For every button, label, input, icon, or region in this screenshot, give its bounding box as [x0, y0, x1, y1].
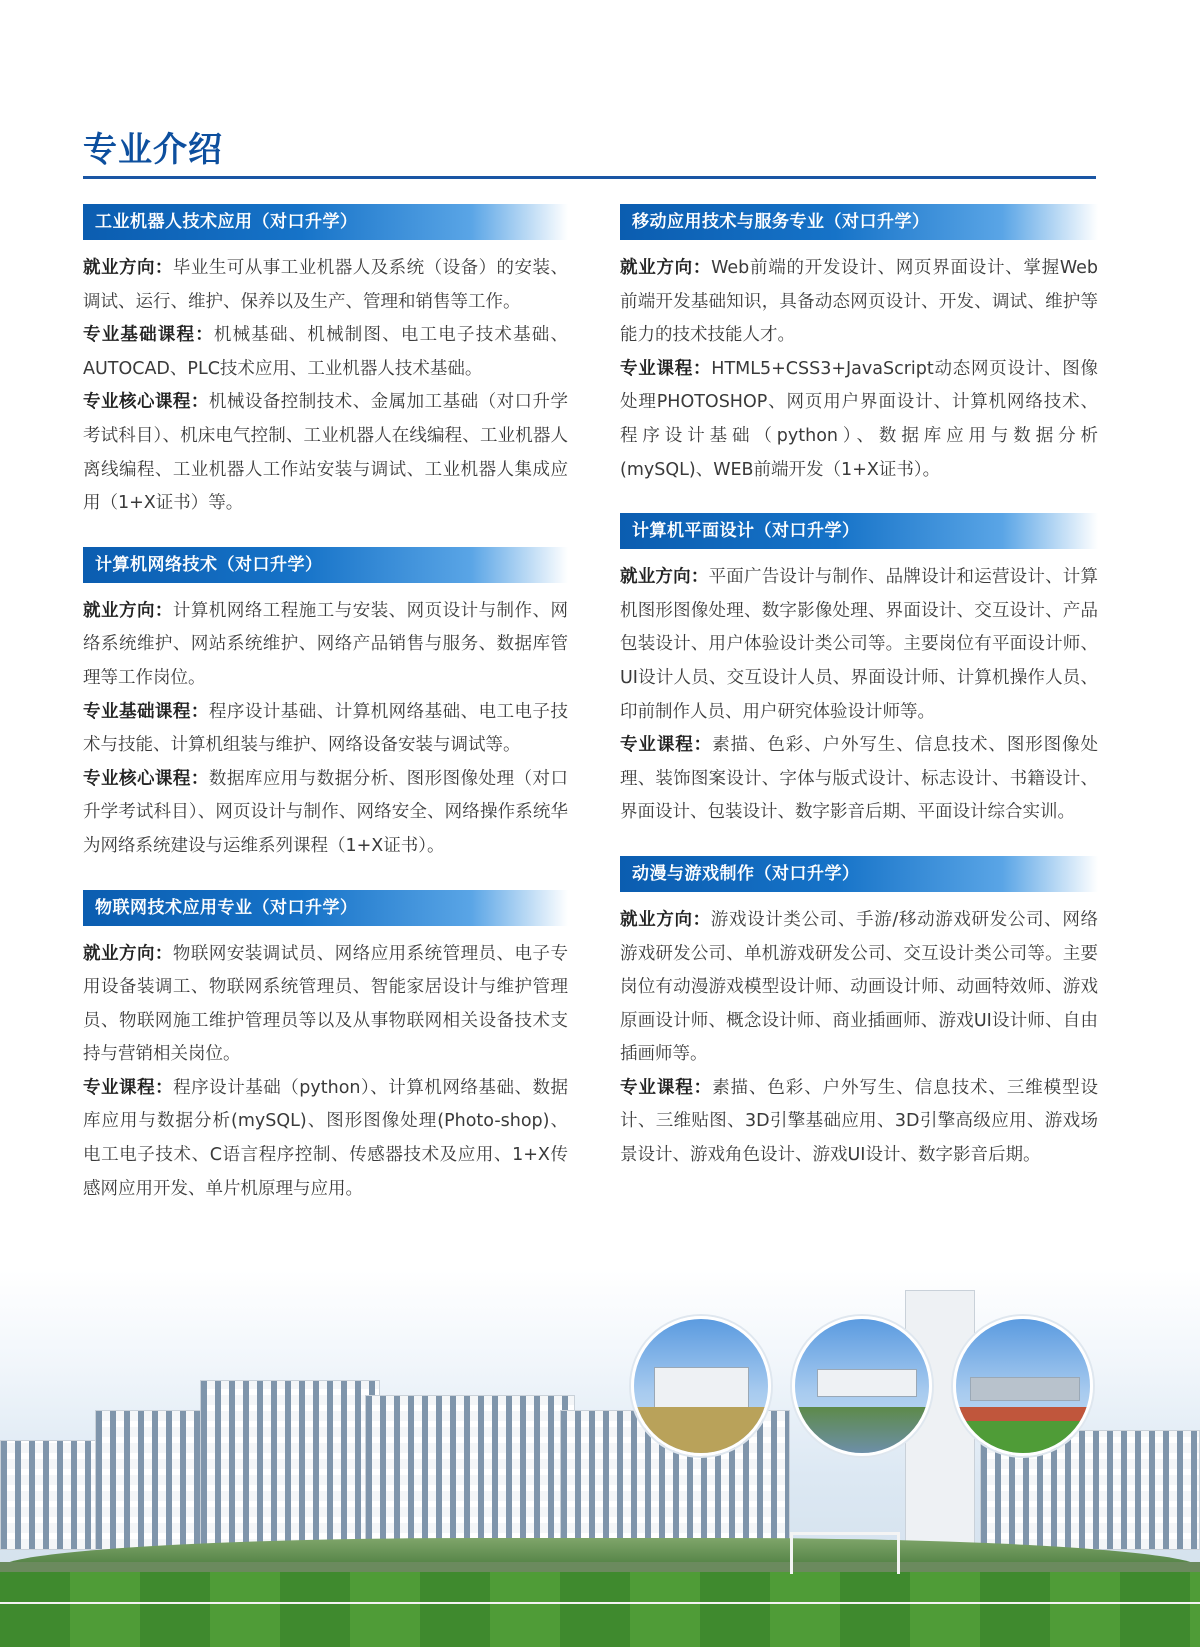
paragraph-text: 程序设计基础（python）、计算机网络基础、数据库应用与数据分析(mySQL)、图形图像处理(Photo-shop)、电工电子技术、C语言程序控制、传感器技术及应用、1+X传感网应用开发、单片机原理与应用。: [83, 1077, 569, 1199]
paragraph-label: 就业方向：: [83, 600, 173, 621]
paragraph-label: 就业方向：: [83, 258, 173, 278]
paragraph-text: 素描、色彩、户外写生、信息技术、图形图像处理、装饰图案设计、字体与版式设计、标志设计、书籍设计、界面设计、包装设计、数字影音后期、平面设计综合实训。: [620, 735, 1099, 823]
campus-photo: [0, 1270, 1200, 1647]
campus-photo-lake: [792, 1316, 932, 1456]
paragraph: [620, 729, 1098, 830]
paragraph-text: 平面广告设计与制作、品牌设计和运营设计、计算机图形图像处理、数字影像处理、界面设计、交互设计、产品包装设计、用户体验设计类公司等。主要岗位有平面设计师、UI设计人员、交互设计人员、界面设计师、计算机操作人员、印前制作人员、用户研究体验设计师等。: [620, 567, 1099, 722]
paragraph-text: 数据库应用与数据分析、图形图像处理（对口升学考试科目）、网页设计与制作、网络安全、网络操作系统华为网络系统建设与运维系列课程（1+X证书）。: [83, 768, 569, 856]
paragraph-text: 毕业生可从事工业机器人及系统（设备）的安装、调试、运行、维护、保养以及生产、管理和销售等工作。: [83, 258, 569, 312]
photo-ground: [795, 1407, 929, 1453]
football-goal: [790, 1532, 900, 1574]
paragraph-text: 机械基础、机械制图、电工电子技术基础、AUTOCAD、PLC技术应用、工业机器人技术基础。: [83, 325, 569, 379]
section-heading: 动漫与游戏制作（对口升学）: [620, 856, 1098, 892]
campus-photo-building: [631, 1316, 771, 1456]
paragraph: [83, 763, 568, 864]
photo-building: [970, 1377, 1080, 1401]
section-heading: 移动应用技术与服务专业（对口升学）: [620, 204, 1098, 240]
title-divider: [83, 176, 1096, 179]
paragraph-text: HTML5+CSS3+JavaScript动态网页设计、图像处理PHOTOSHOP、网页用户界面设计、计算机网络技术、程序设计基础（python）、数据库应用与数据分析(mySQL)、WEB前端开发（1+X证书）。: [620, 358, 1099, 480]
section-heading: 计算机平面设计（对口升学）: [620, 513, 1098, 549]
paragraph-text: 物联网安装调试员、网络应用系统管理员、电子专用设备装调工、物联网系统管理员、智能家居设计与维护管理员、物联网施工维护管理员等以及从事物联网相关设备技术支持与营销相关岗位。: [83, 943, 569, 1065]
paragraph: [620, 561, 1098, 729]
paragraph-label: 就业方向：: [83, 943, 173, 964]
paragraph-text: 机械设备控制技术、金属加工基础（对口升学考试科目）、机床电气控制、工业机器人在线编程、工业机器人离线编程、工业机器人工作站安装与调试、工业机器人集成应用（1+X证书）等。: [83, 392, 569, 514]
photo-building: [817, 1369, 917, 1397]
photo-ground: [634, 1407, 768, 1453]
paragraph: [83, 696, 568, 763]
section-heading: 物联网技术应用专业（对口升学）: [83, 890, 568, 926]
paragraph: [83, 252, 568, 319]
paragraph-label: 专业核心课程：: [83, 768, 209, 789]
paragraph: [83, 938, 568, 1072]
paragraph-label: 专业课程：: [620, 358, 712, 379]
paragraph: [83, 1072, 568, 1206]
paragraph-label: 就业方向：: [620, 909, 711, 930]
section-graphic-design: [620, 513, 1098, 830]
section-iot: [83, 890, 568, 1207]
paragraph-text: 游戏设计类公司、手游/移动游戏研发公司、网络游戏研发公司、单机游戏研发公司、交互设计类公司等。主要岗位有动漫游戏模型设计师、动画设计师、动画特效师、游戏原画设计师、概念设计师、商业插画师、游戏UI设计师、自由插画师等。: [620, 909, 1098, 1065]
paragraph: [620, 1072, 1098, 1173]
section-computer-network: [83, 547, 568, 864]
left-column: [83, 204, 568, 1232]
paragraph: [83, 595, 568, 696]
paragraph-text: 计算机网络工程施工与安装、网页设计与制作、网络系统维护、网站系统维护、网络产品销售与服务、数据库管理等工作岗位。: [83, 600, 569, 688]
paragraph-label: 专业基础课程：: [83, 325, 214, 346]
paragraph-label: 专业课程：: [620, 735, 713, 756]
paragraph: [620, 904, 1098, 1072]
paragraph-label: 专业核心课程：: [83, 392, 209, 413]
campus-building: [200, 1380, 380, 1550]
paragraph-label: 专业课程：: [620, 1077, 713, 1098]
section-heading: 计算机网络技术（对口升学）: [83, 547, 568, 583]
section-heading: 工业机器人技术应用（对口升学）: [83, 204, 568, 240]
paragraph: [620, 353, 1098, 487]
paragraph: [620, 252, 1098, 353]
right-column: [620, 204, 1098, 1199]
campus-building: [365, 1395, 575, 1550]
field-line: [0, 1602, 1200, 1604]
section-animation-game: [620, 856, 1098, 1173]
paragraph-label: 专业基础课程：: [83, 701, 209, 722]
paragraph-text: 素描、色彩、户外写生、信息技术、三维模型设计、三维贴图、3D引擎基础应用、3D引擎高级应用、游戏场景设计、游戏角色设计、游戏UI设计、数字影音后期。: [620, 1077, 1099, 1166]
paragraph-text: Web前端的开发设计、网页界面设计、掌握Web前端开发基础知识，具备动态网页设计、开发、调试、维护等能力的技术技能人才。: [620, 258, 1099, 346]
paragraph-label: 专业课程：: [83, 1077, 174, 1098]
paragraph-label: 就业方向：: [620, 567, 709, 588]
campus-building: [0, 1440, 110, 1550]
page-title: 专业介绍: [83, 130, 223, 170]
photo-ground: [956, 1407, 1090, 1453]
paragraph: [83, 386, 568, 520]
paragraph: [83, 319, 568, 386]
football-field: [0, 1572, 1200, 1647]
campus-photo-stadium: [953, 1316, 1093, 1456]
campus-building: [95, 1410, 215, 1550]
paragraph-text: 程序设计基础、计算机网络基础、电工电子技术与技能、计算机组装与维护、网络设备安装与调试等。: [83, 701, 569, 756]
section-industrial-robot: [83, 204, 568, 521]
paragraph-label: 就业方向：: [620, 258, 712, 278]
section-mobile-app: [620, 204, 1098, 487]
